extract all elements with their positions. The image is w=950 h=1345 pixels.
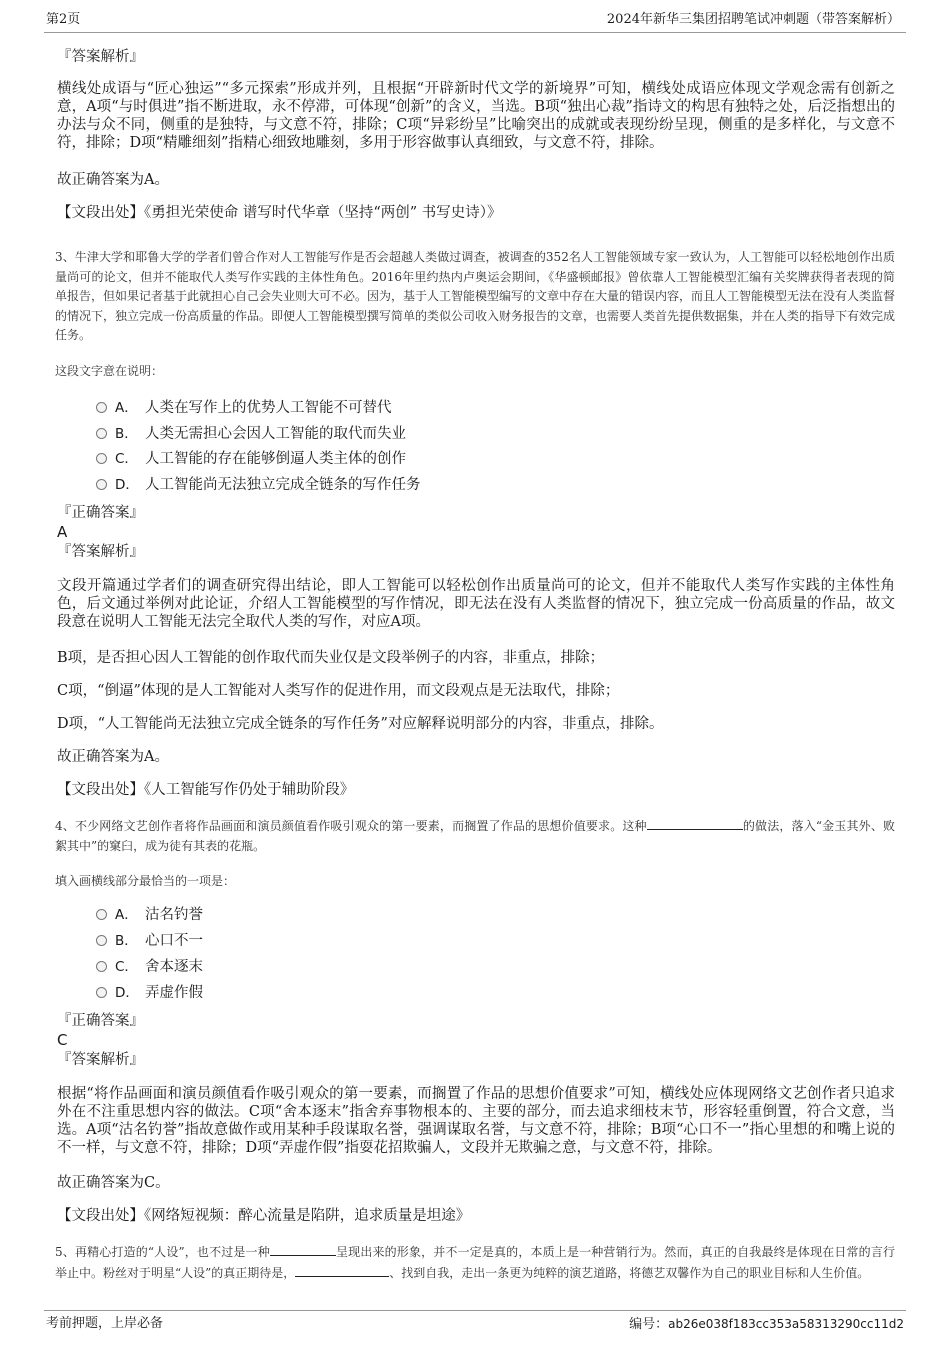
q4-option-b[interactable] [96,931,203,951]
q4-source: 【文段出处】《网络短视频：醉心流量是陷阱，追求质量是坦途》 [57,1208,471,1224]
q2-conclusion: 故正确答案为A。 [57,172,169,188]
q4-text [55,816,895,856]
option-letter: C． [115,451,138,467]
q4-analysis: 根据“将作品画面和演员颜值看作吸引观众的第一要素，而搁置了作品的思想价值要求”可知，横线处应体现网络文艺创作者只追求外在不注重思想内容的做法。C项“舍本逐末”指舍弃事物根本的、主要的部分，而去追求细枝末节，形容轻重倒置，符合文意，当选。A项“沽名钓誉”指故意做作或用某种手段谋取名誉，强调谋取名誉，与文意不符，排除；B项“心口不一”指心里想的和嘴上说的不一样，与文意不符，排除；D项“弄虚作假”指耍花招欺骗人，文段并无欺骗之意，与文意不符，排除。 [57,1086,895,1156]
document-title: 2024年新华三集团招聘笔试冲刺题（带答案解析） [606,12,900,27]
q4-text-before: 4、不少网络文艺创作者将作品画面和演员颜值看作吸引观众的第一要素，而搁置了作品的思想价值要求。这种 [55,819,647,833]
fill-blank [295,1263,389,1277]
radio-icon[interactable] [96,428,107,439]
radio-icon[interactable] [96,909,107,920]
q4-answer: C [57,1031,68,1049]
q3-analysis-c: C项，“倒逼”体现的是人工智能对人类写作的促进作用，而文段观点是无法取代，排除； [57,683,620,699]
q5-text-part2: 呈现出来的形象，并不一定是真的，本质上是一种营销行为。然而，真正的自我最终是体现在日常的言行举止中。粉丝对于明星“人设”的真正期待是， [55,1245,895,1280]
q4-prompt: 填入画横线部分最恰当的一项是： [55,874,236,888]
option-letter: B． [115,426,138,442]
q3-analysis-b: B项，是否担心因人工智能的创作取代而失业仅是文段举例子的内容，非重点，排除； [57,650,605,666]
q2-analysis: 横线处成语与“匠心独运”“多元探索”形成并列，且根据“开辟新时代文学的新境界”可知，横线处成语应体现文学观念需有创新之意，A项“与时俱进”指不断进取，永不停滞，可体现“创新”的含义，当选。B项“独出心裁”指诗文的构思有独特之处，后泛指想出的办法与众不同，侧重的是独特，与文意不符，排除；C项“异彩纷呈”比喻突出的成就或表现纷纷呈现，侧重的是多样化，与文意不符，排除；D项“精雕细刻”指精心细致地雕刻，多用于形容做事认真细致，与文意不符，排除。 [57,81,895,151]
q4-text-after: 的做法，落入“金玉其外、败絮其中”的窠臼，成为徒有其表的花瓶。 [55,819,895,853]
option-text: 心口不一 [145,933,203,949]
analysis-label: 『答案解析』 [57,49,144,65]
option-text: 沽名钓誉 [145,907,203,923]
option-text: 人类在写作上的优势人工智能不可替代 [145,400,392,416]
footer-code-label: 编号： [629,1317,669,1332]
footer-code [629,1314,904,1335]
q4-conclusion: 故正确答案为C。 [57,1175,170,1191]
page-number: 第2页 [46,12,81,27]
option-letter: A． [115,907,138,923]
q3-option-a[interactable] [96,398,392,418]
option-text: 舍本逐末 [145,959,203,975]
answer-label: 『正确答案』 [57,1013,144,1029]
q4-option-a[interactable] [96,905,203,925]
q3-text: 3、牛津大学和耶鲁大学的学者们曾合作对人工智能写作是否会超越人类做过调查，被调查的352名人工智能领域专家一致认为，人工智能可以轻松地创作出质量尚可的论文，但并不能取代人类写作实践的主体性角色。2016年里约热内卢奥运会期间，《华盛顿邮报》曾依靠人工智能模型汇编有关奖牌获得者表现的简单报告，但如果记者基于此就担心自己会失业则大可不必。因为，基于人工智能模型编写的文章中存在大量的错误内容，而且人工智能模型无法在没有人类监督的情况下，独立完成一份高质量的作品。即便人工智能模型撰写简单的类似公司收入财务报告的文章，也需要人类首先提供数据集，并在人类的指导下有效完成任务。 [55,250,896,342]
q4-option-d[interactable] [96,983,203,1003]
q4-option-c[interactable] [96,957,203,977]
fill-blank [647,816,743,830]
q3-option-d[interactable] [96,475,421,495]
q3-analysis-d: D项，“人工智能尚无法独立完成全链条的写作任务”对应解释说明部分的内容，非重点，排除。 [57,716,664,732]
q3-source: 【文段出处】《人工智能写作仍处于辅助阶段》 [57,782,355,798]
radio-icon[interactable] [96,987,107,998]
radio-icon[interactable] [96,402,107,413]
radio-icon[interactable] [96,453,107,464]
q3-option-b[interactable] [96,424,406,444]
option-letter: D． [115,985,139,1001]
option-text: 人类无需担心会因人工智能的取代而失业 [145,426,406,442]
option-text: 人工智能的存在能够倒逼人类主体的创作 [145,451,406,467]
q3-option-c[interactable] [96,449,406,469]
q3-prompt: 这段文字意在说明： [55,364,164,378]
option-letter: C． [115,959,138,975]
q5-text-part3: 、找到自我，走出一条更为纯粹的演艺道路，将德艺双馨作为自己的职业目标和人生价值。 [389,1265,870,1280]
q3-answer: A [57,523,68,541]
q3-analysis-main: 文段开篇通过学者们的调查研究得出结论，即人工智能可以轻松创作出质量尚可的论文，但并不能取代人类写作实践的主体性角色，后文通过举例对此论证，介绍人工智能模型的写作情况，即无法在没有人类监督的情况下，独立完成一份高质量的作品，故文段意在说明人工智能无法完全取代人类的写作，对应A项。 [57,578,895,630]
option-letter: B． [115,933,138,949]
radio-icon[interactable] [96,961,107,972]
analysis-label: 『答案解析』 [57,544,144,560]
q2-source: 【文段出处】《勇担光荣使命 谱写时代华章（坚持“两创” 书写史诗）》 [57,205,502,221]
footer-code-value: ab26e038f183cc353a58313290cc11d2 [668,1317,904,1331]
option-letter: A． [115,400,138,416]
page-footer [44,1310,906,1335]
footer-slogan: 考前押题，上岸必备 [46,1316,164,1331]
radio-icon[interactable] [96,935,107,946]
option-text: 人工智能尚无法独立完成全链条的写作任务 [145,477,421,493]
analysis-label: 『答案解析』 [57,1052,144,1068]
q5-text [55,1242,895,1283]
radio-icon[interactable] [96,479,107,490]
option-letter: D． [115,477,139,493]
fill-blank [270,1242,336,1256]
option-text: 弄虚作假 [145,985,203,1001]
q5-text-part1: 5、再精心打造的“人设”，也不过是一种 [55,1245,270,1259]
answer-label: 『正确答案』 [57,505,144,521]
q3-conclusion: 故正确答案为A。 [57,749,169,765]
